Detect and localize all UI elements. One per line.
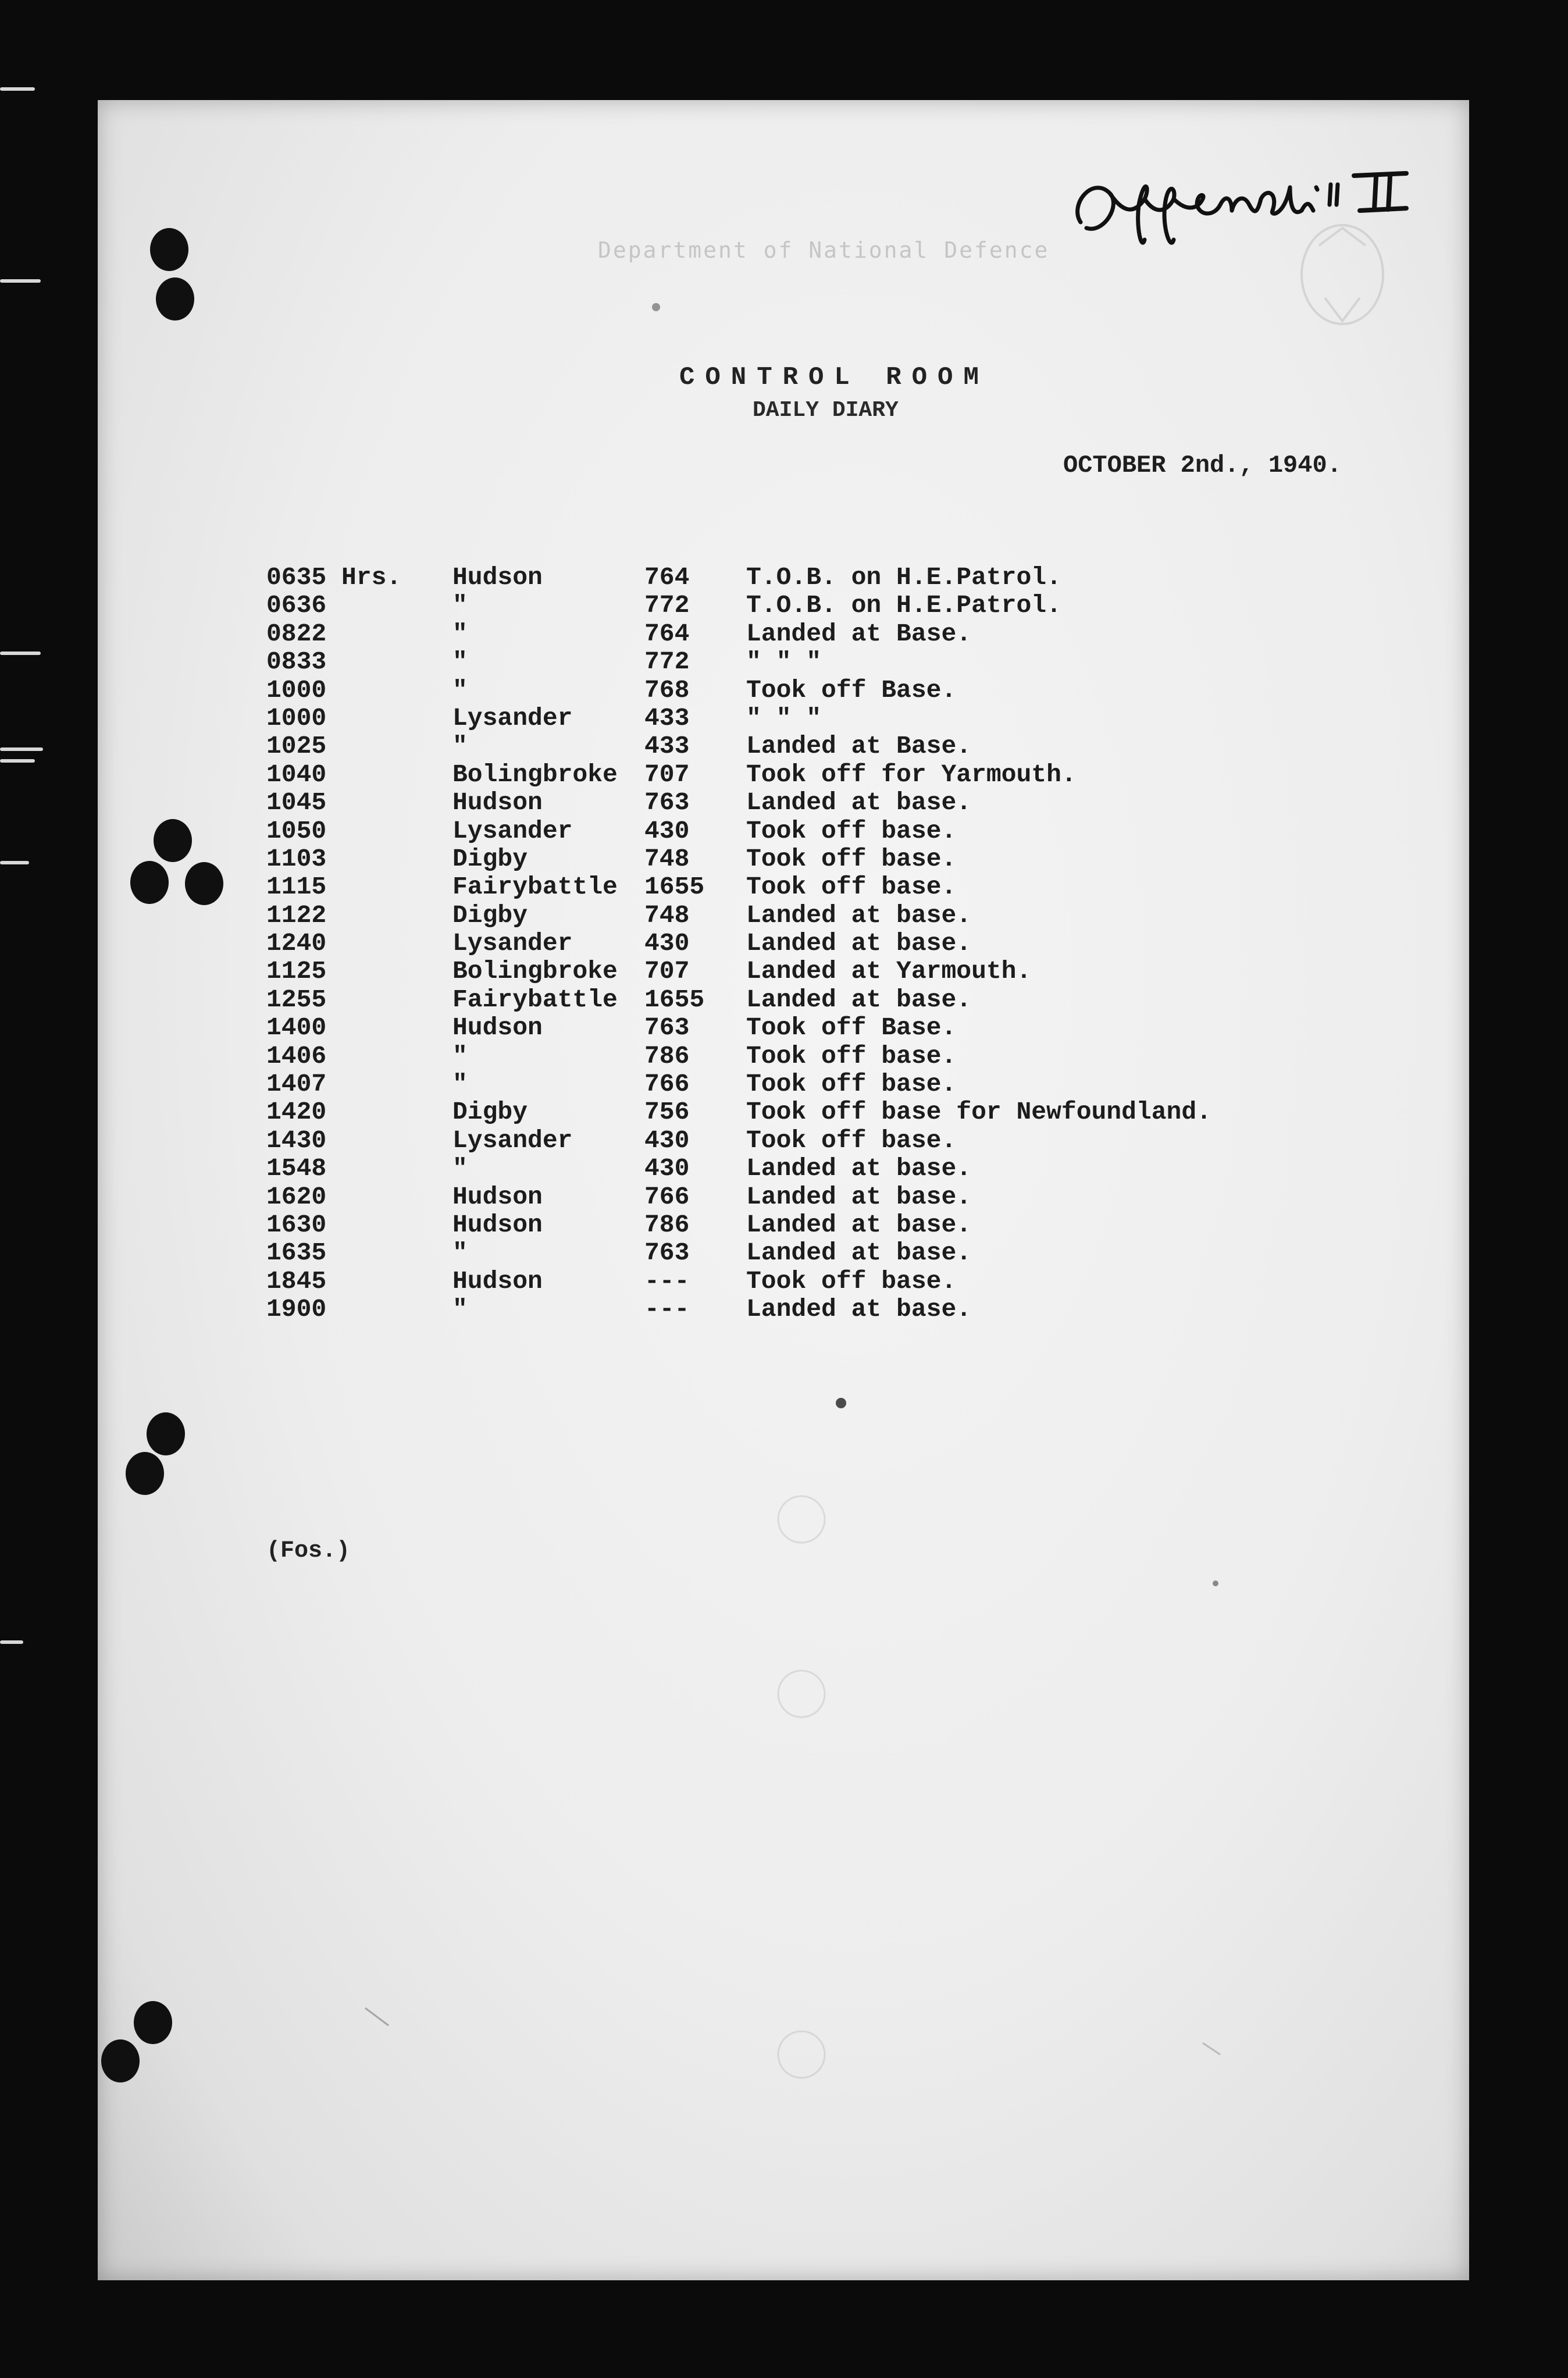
entry-action: Took off base. [746,816,957,845]
entry-aircraft-number: 707 [644,957,690,986]
diary-entry-row [266,985,1371,1013]
entry-time: 1407 [266,1070,327,1099]
entry-aircraft: " [452,732,468,761]
punch-hole [130,861,169,904]
entry-time: 0822 [266,619,327,648]
entry-aircraft-number: 433 [644,732,690,761]
entry-action: Landed at Base. [746,619,972,648]
diary-entry-row [266,1013,1371,1041]
entry-time: 0833 [266,647,327,677]
entry-time: 1050 [266,816,327,845]
diary-entry-row [266,957,1371,985]
entry-aircraft: Digby [452,844,528,873]
entry-time: 1400 [266,1013,327,1042]
entry-aircraft-number: 430 [644,1126,690,1155]
diary-entry-row [266,620,1371,647]
entry-aircraft: " [452,619,468,648]
diary-entry-row [266,732,1371,760]
entry-aircraft-number: 748 [644,844,690,873]
entry-action: Took off for Yarmouth. [746,760,1077,789]
diary-entry-row [266,1154,1371,1182]
entry-aircraft-number: 786 [644,1041,690,1070]
entry-aircraft: Digby [452,1098,528,1127]
entry-aircraft: Lysander [452,929,573,958]
punch-hole [147,1412,185,1455]
entry-time: 1548 [266,1154,327,1183]
entry-aircraft-number: 772 [644,591,690,620]
entry-aircraft-number: --- [644,1295,690,1324]
entry-time: 1630 [266,1210,327,1239]
diary-entry-row [266,591,1371,619]
entry-time: 1620 [266,1182,327,1211]
film-edge-mark [0,759,35,763]
diary-entry-row [266,1211,1371,1238]
typist-initials: (Fos.) [266,1538,351,1564]
entry-action: Landed at base. [746,1182,972,1211]
entry-aircraft-number: 766 [644,1070,690,1099]
entry-aircraft-number: 763 [644,1238,690,1268]
entry-action: Took off base. [746,1126,957,1155]
film-edge-mark [0,87,35,91]
entry-time: 1115 [266,873,327,902]
entry-time: 1255 [266,985,327,1014]
entry-action: Took off Base. [746,1013,957,1042]
diary-entry-row [266,1070,1371,1098]
diary-entry-row [266,647,1371,675]
entry-aircraft: Hudson [452,563,543,592]
entry-aircraft-number: 433 [644,703,690,732]
faded-letterhead: Department of National Defence [598,237,1050,263]
entry-aircraft: " [452,1238,468,1268]
entry-aircraft: " [452,591,468,620]
document-page [98,100,1469,2280]
entry-aircraft: Lysander [452,703,573,732]
entry-time: 0635 Hrs. [266,563,402,592]
diary-entry-row [266,901,1371,929]
diary-entry-row [266,1238,1371,1266]
entry-action: Took off base. [746,1266,957,1295]
entry-aircraft-number: 763 [644,1013,690,1042]
entry-aircraft: Bolingbroke [452,957,618,986]
entry-aircraft-number: 1655 [644,985,705,1014]
punch-hole [150,228,188,271]
diary-entry-row [266,1042,1371,1070]
diary-entry-row [266,1183,1371,1211]
entry-aircraft: Hudson [452,788,543,817]
diary-entry-row [266,704,1371,732]
punch-hole [101,2039,140,2082]
film-edge-mark [0,652,41,655]
entry-action: Took off base. [746,1041,957,1070]
entry-action: Landed at base. [746,985,972,1014]
entry-time: 1900 [266,1295,327,1324]
diary-entry-row [266,1126,1371,1154]
entry-aircraft: Digby [452,900,528,930]
entry-aircraft-number: 763 [644,788,690,817]
entry-time: 1635 [266,1238,327,1268]
entry-aircraft: " [452,647,468,677]
document-date: OCTOBER 2nd., 1940. [1063,451,1342,479]
diary-entry-row [266,873,1371,900]
entry-action: Landed at base. [746,929,972,958]
document-title: CONTROL ROOM [679,363,989,392]
entry-time: 1845 [266,1266,327,1295]
entry-aircraft: Bolingbroke [452,760,618,789]
entry-action: Landed at Base. [746,732,972,761]
entry-time: 0636 [266,591,327,620]
punch-hole [185,862,223,905]
entry-aircraft-number: 1655 [644,873,705,902]
entry-aircraft: Lysander [452,1126,573,1155]
entry-action: Landed at Yarmouth. [746,957,1032,986]
entry-action: Landed at base. [746,900,972,930]
entry-aircraft-number: 430 [644,1154,690,1183]
entry-aircraft-number: 772 [644,647,690,677]
entry-time: 1240 [266,929,327,958]
entry-action: Took off base. [746,844,957,873]
entry-aircraft: " [452,1070,468,1099]
diary-entry-row [266,788,1371,816]
entry-aircraft: Fairybattle [452,873,618,902]
punch-hole [134,2001,172,2044]
entry-aircraft: " [452,1041,468,1070]
document-subtitle: DAILY DIARY [753,398,899,423]
film-edge-mark [0,747,43,751]
entry-aircraft-number: 764 [644,563,690,592]
entry-action: Landed at base. [746,1295,972,1324]
entry-aircraft: Hudson [452,1013,543,1042]
entry-action: Landed at base. [746,1210,972,1239]
entry-aircraft-number: 766 [644,1182,690,1211]
entry-aircraft: " [452,1295,468,1324]
entry-time: 1125 [266,957,327,986]
entry-aircraft: " [452,675,468,704]
punch-hole [126,1452,164,1495]
diary-entry-row [266,760,1371,788]
entry-time: 1430 [266,1126,327,1155]
entry-action: Took off base. [746,1070,957,1099]
entry-time: 1103 [266,844,327,873]
entry-time: 1406 [266,1041,327,1070]
entry-time: 1025 [266,732,327,761]
film-edge-mark [0,1640,23,1644]
entry-aircraft: Lysander [452,816,573,845]
entry-action: T.O.B. on H.E.Patrol. [746,591,1061,620]
entry-aircraft-number: 707 [644,760,690,789]
entry-time: 1040 [266,760,327,789]
diary-entry-row [266,1098,1371,1126]
entry-time: 1000 [266,703,327,732]
entry-time: 1420 [266,1098,327,1127]
entry-time: 1000 [266,675,327,704]
film-edge-mark [0,279,41,283]
entry-aircraft-number: 430 [644,816,690,845]
diary-entry-row [266,676,1371,704]
entry-aircraft: Hudson [452,1266,543,1295]
punch-hole [156,277,194,321]
entry-action: Landed at base. [746,1154,972,1183]
entry-action: T.O.B. on H.E.Patrol. [746,563,1061,592]
entry-aircraft-number: --- [644,1266,690,1295]
entry-action: Took off Base. [746,675,957,704]
diary-entry-row [266,845,1371,873]
punch-hole [154,819,192,862]
diary-entry-row [266,563,1371,591]
entry-aircraft-number: 768 [644,675,690,704]
diary-entry-row [266,929,1371,957]
diary-entry-row [266,817,1371,845]
entry-action: " " " [746,703,822,732]
entry-action: " " " [746,647,822,677]
entry-aircraft-number: 430 [644,929,690,958]
entry-action: Took off base for Newfoundland. [746,1098,1211,1127]
entry-aircraft: " [452,1154,468,1183]
entry-time: 1045 [266,788,327,817]
entry-aircraft-number: 764 [644,619,690,648]
entry-aircraft: Hudson [452,1182,543,1211]
entry-aircraft: Hudson [452,1210,543,1239]
diary-log-table [266,563,1371,1323]
film-edge-mark [0,861,29,864]
diary-entry-row [266,1295,1371,1323]
entry-aircraft-number: 756 [644,1098,690,1127]
entry-aircraft-number: 748 [644,900,690,930]
entry-aircraft-number: 786 [644,1210,690,1239]
entry-action: Landed at base. [746,1238,972,1268]
entry-aircraft: Fairybattle [452,985,618,1014]
entry-time: 1122 [266,900,327,930]
faded-crest-emblem [1284,211,1400,344]
diary-entry-row [266,1267,1371,1295]
entry-action: Landed at base. [746,788,972,817]
entry-action: Took off base. [746,873,957,902]
